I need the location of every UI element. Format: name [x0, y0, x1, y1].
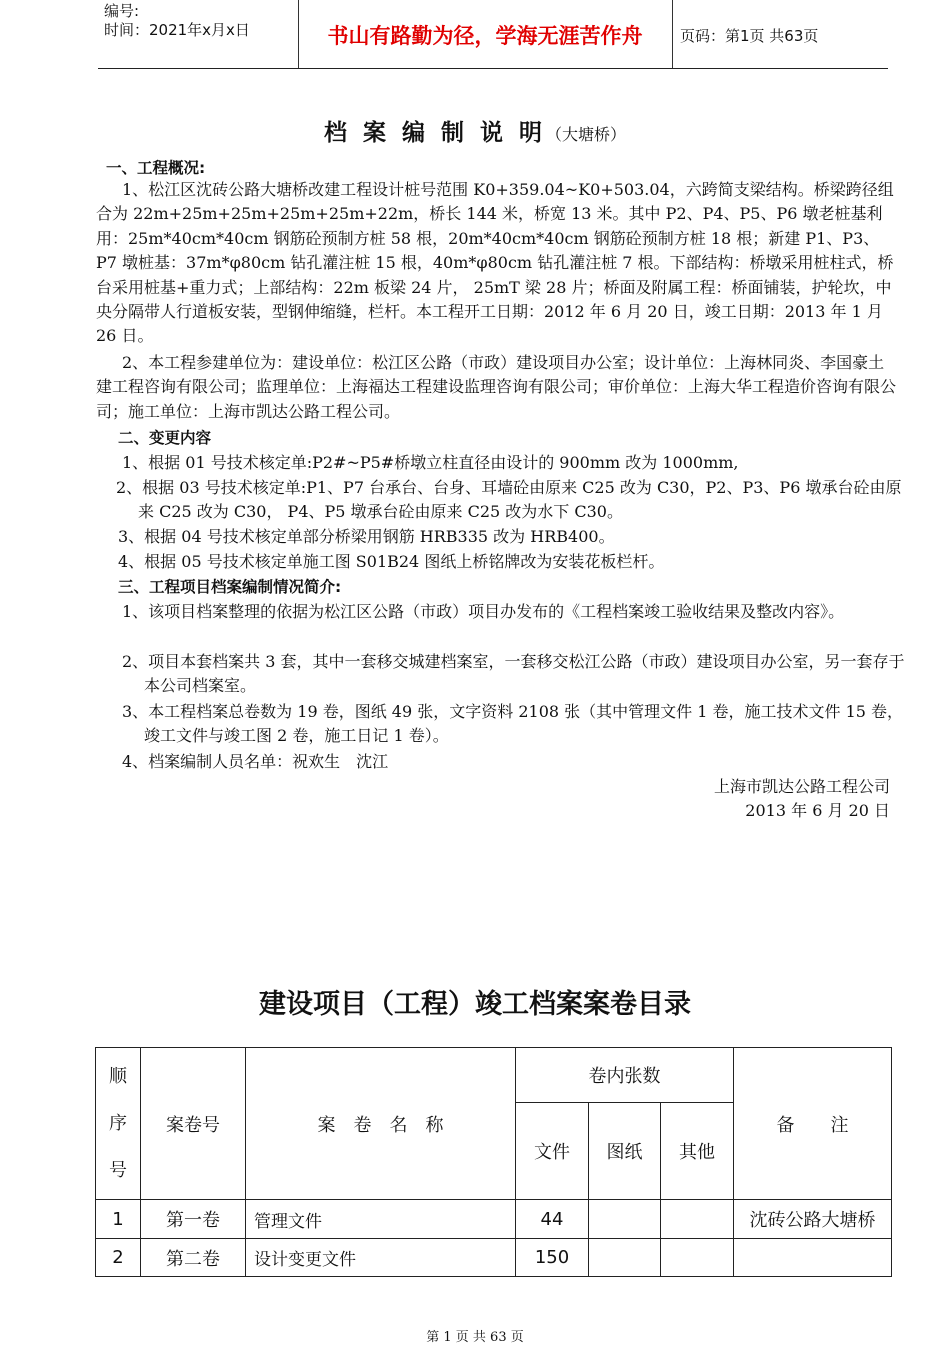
section1-heading: 一、工程概况:: [106, 159, 206, 177]
cell-volume-no: 第二卷: [141, 1239, 246, 1277]
document-title: [0, 114, 950, 147]
document-subtitle: （大塘桥）: [546, 125, 627, 144]
header-seq: 顺 序 号: [96, 1048, 141, 1200]
time-label: 时间：2021年x月x日: [104, 21, 250, 39]
header-remarks: 备 注: [734, 1048, 892, 1200]
cell-others: [661, 1200, 734, 1239]
cell-others: [661, 1239, 734, 1277]
paragraph-participants: 2、本工程参建单位为：建设单位：松江区公路（市政）建设项目办公室；设计单位：上海林同炎、李国豪土建工程咨询有限公司；监理单位：上海福达工程建设监理咨询有限公司；审价单位：上海大华工程造价咨询有限公司；施工单位：上海市凯达公路工程公司。: [96, 353, 897, 421]
change-item: 4、根据 05 号技术核定单施工图 S01B24 图纸上桥铭牌改为安装花板栏杆。: [118, 552, 665, 571]
header-motto: 书山有路勤为径，学海无涯苦作舟: [327, 24, 643, 48]
header-volume-name: 案 卷 名 称: [246, 1048, 516, 1200]
change-item: 1、根据 01 号技术核定单:P2#~P5#桥墩立柱直径由设计的 900mm 改为 1000mm,: [122, 453, 739, 472]
section3-heading: 三、工程项目档案编制情况简介:: [118, 578, 342, 596]
cell-remarks: [734, 1239, 892, 1277]
change-item: 2、根据 03 号技术核定单:P1、P7 台承台、台身、耳墙砼由原来 C25 改为 C30，P2、P3、P6 墩承台砼由原来 C25 改为 C30， P4、P5 墩承台砼由原来 C25 改为水下 C30。: [116, 478, 902, 522]
archive-item: 1、该项目档案整理的依据为松江区公路（市政）项目办发布的《工程档案竣工验收结果及整改内容》。: [122, 602, 845, 621]
cell-seq: 2: [96, 1239, 141, 1277]
header-files: 文件: [516, 1103, 589, 1200]
catalog-title: 建设项目（工程）竣工档案案卷目录: [259, 989, 691, 1020]
table-row: [96, 1239, 892, 1277]
paragraph-overview: 1、松江区沈砖公路大塘桥改建工程设计桩号范围 K0+359.04~K0+503.04，六跨简支梁结构。桥梁跨径组合为 22m+25m+25m+25m+25m+22m，桥长 144 米，桥宽 13 米。其中 P2、P4、P5、P6 墩老桩基利用：25m*40cm*40cm 钢筋砼预制方桩 58 根，20m*40cm*40cm 钢筋砼预制方桩 18 根；新建 P1、P3、P7 墩桩基：37m*φ80cm 钻孔灌注桩 15 根，40m*φ80cm 钻孔灌注桩 7 根。下部结构：桥墩采用桩柱式，桥台采用桩基+重力式；上部结构：22m 板梁 24 片， 25mT 梁 28 片；桥面及附属工程：桥面铺装，护轮坎，中央分隔带人行道板安装，型钢伸缩缝，栏杆。本工程开工日期：2012 年 6 月 20 日，竣工日期：2013 年 1 月 26 日。: [96, 180, 894, 346]
document-title-text: 档 案 编 制 说 明: [323, 119, 547, 146]
change-item: 3、根据 04 号技术核定单部分桥梁用钢筋 HRB335 改为 HRB400。: [118, 527, 615, 546]
page-header: [98, 0, 888, 69]
cell-volume-name: 设计变更文件: [246, 1239, 516, 1277]
header-volume-no: 案卷号: [141, 1048, 246, 1200]
archive-item: 4、档案编制人员名单：祝欢生 沈江: [122, 752, 389, 771]
header-drawings: 图纸: [589, 1103, 661, 1200]
header-page-info: 页码：第1页 共63页: [680, 27, 819, 45]
cell-volume-name: 管理文件: [246, 1200, 516, 1239]
cell-files: 150: [516, 1239, 589, 1277]
signature-block: [714, 775, 890, 823]
cell-seq: 1: [96, 1200, 141, 1239]
header-others: 其他: [661, 1103, 734, 1200]
signature-company: 上海市凯达公路工程公司: [713, 777, 890, 796]
archive-item: 2、项目本套档案共 3 套，其中一套移交城建档案室，一套移交松江公路（市政）建设项目办公室，另一套存于本公司档案室。: [122, 652, 905, 696]
archive-item: 3、本工程档案总卷数为 19 卷，图纸 49 张，文字资料 2108 张（其中管理文件 1 卷，施工技术文件 15 卷，竣工文件与竣工图 2 卷，施工日记 1 卷）。: [122, 702, 904, 746]
header-pages-group: 卷内张数: [516, 1048, 734, 1103]
cell-files: 44: [516, 1200, 589, 1239]
cell-volume-no: 第一卷: [141, 1200, 246, 1239]
page-footer: 第 1 页 共 63 页: [426, 1330, 524, 1345]
header-meta: [104, 2, 250, 40]
signature-date: 2013 年 6 月 20 日: [745, 801, 890, 820]
table-row: [96, 1200, 892, 1239]
catalog-table: [95, 1047, 892, 1277]
section2-heading: 二、变更内容: [118, 429, 212, 447]
cell-drawings: [589, 1239, 661, 1277]
code-label: 编号:: [104, 2, 140, 20]
cell-remarks: 沈砖公路大塘桥: [734, 1200, 892, 1239]
cell-drawings: [589, 1200, 661, 1239]
header-divider: [672, 0, 673, 68]
